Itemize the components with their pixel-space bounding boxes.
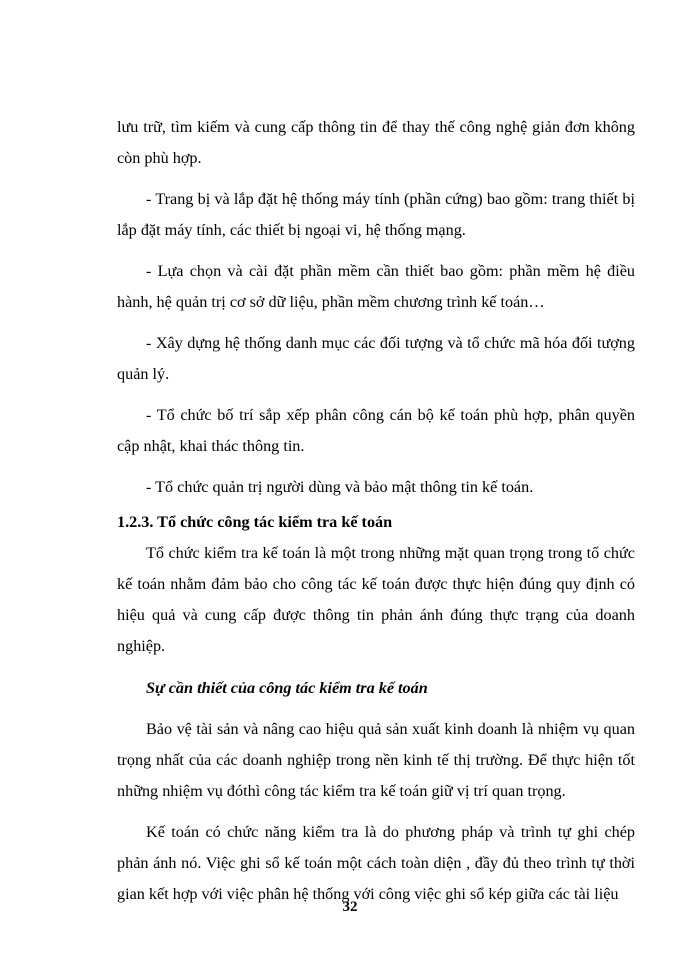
bullet-catalog: - Xây dựng hệ thống danh mục các đối tượng và tổ chức mã hóa đối tượng quản lý. <box>117 334 635 383</box>
section-heading: 1.2.3. Tổ chức công tác kiểm tra kế toán <box>117 513 393 531</box>
bullet-hardware: - Trang bị và lắp đặt hệ thống máy tính (phần cứng) bao gồm: trang thiết bị lắp đặt máy tính, các thiết bị ngoại vi, hệ thống mạng. <box>117 190 635 239</box>
section-paragraph: Tổ chức kiểm tra kế toán là một trong những mặt quan trọng trong tổ chức kế toán nhằm đảm bảo cho công tác kế toán được thực hiện đúng quy định có hiệu quả và cung cấp được thông tin phản ánh đúng thực trạng của doanh nghiệp. <box>117 544 635 655</box>
subheading: Sự cần thiết của công tác kiểm tra kế toán <box>146 679 428 697</box>
page-number: 32 <box>342 899 358 915</box>
sub-paragraph-2: Kế toán có chức năng kiểm tra là do phương pháp và trình tự ghi chép phản ánh nó. Việc ghi sổ kế toán một cách toàn diện , đầy đủ theo trình tự thời gian kết hợp với việc phân hệ thống với công việc ghi sổ kép giữa các tài liệu <box>117 823 635 903</box>
paragraph-continuation: lưu trữ, tìm kiếm và cung cấp thông tin để thay thế công nghệ giản đơn không còn phù hợp. <box>117 118 635 167</box>
page-content <box>117 112 635 910</box>
bullet-software: - Lựa chọn và cài đặt phần mềm cần thiết bao gồm: phần mềm hệ điều hành, hệ quản trị cơ sở dữ liệu, phần mềm chương trình kế toán… <box>117 262 635 311</box>
sub-paragraph-1: Bảo vệ tài sản và nâng cao hiệu quả sản xuất kinh doanh là nhiệm vụ quan trọng nhất của các doanh nghiệp trong nền kinh tế thị trường. Để thực hiện tốt những nhiệm vụ đóthì công tác kiểm tra kế toán giữ vị trí quan trọng. <box>117 720 635 800</box>
bullet-staffing: - Tổ chức bố trí sắp xếp phân công cán bộ kế toán phù hợp, phân quyền cập nhật, khai thác thông tin. <box>117 406 635 455</box>
bullet-security: - Tổ chức quản trị người dùng và bảo mật thông tin kế toán. <box>146 478 534 496</box>
